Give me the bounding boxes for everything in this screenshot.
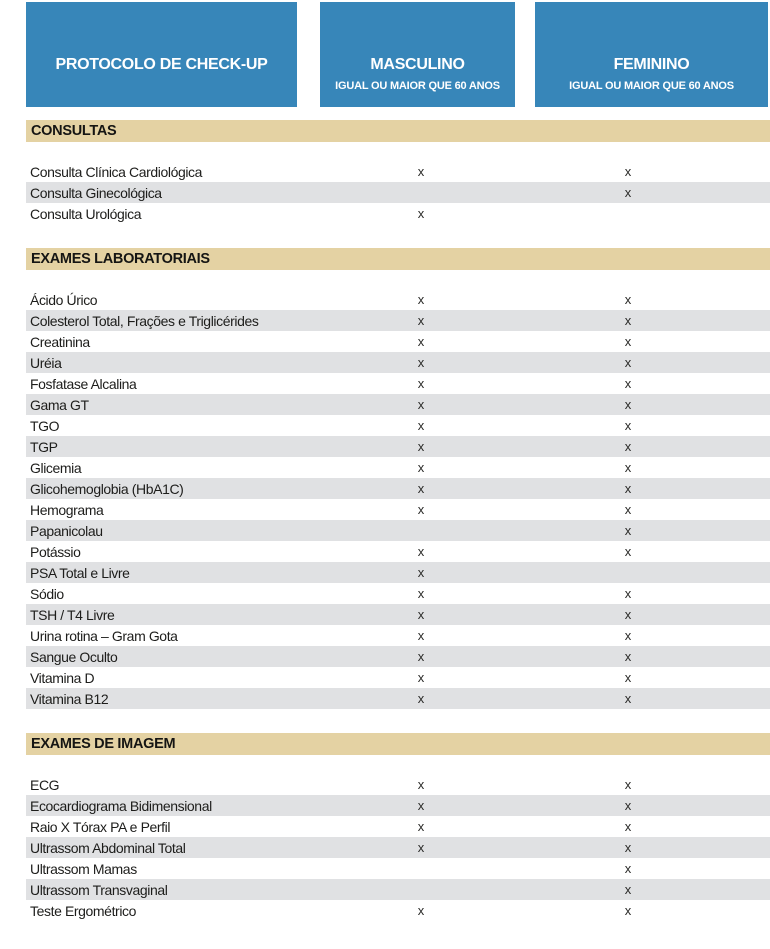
mark-masculino: x <box>417 313 425 328</box>
table-row <box>26 774 770 795</box>
table-row <box>26 688 770 709</box>
mark-feminino: x <box>624 903 632 918</box>
mark-masculino: x <box>417 586 425 601</box>
row-label: Potássio <box>30 543 81 560</box>
table-row <box>26 604 770 625</box>
row-label: Consulta Clínica Cardiológica <box>30 163 203 180</box>
mark-masculino: x <box>417 798 425 813</box>
mark-masculino: x <box>417 565 425 580</box>
mark-masculino: x <box>417 334 425 349</box>
row-label: TSH / T4 Livre <box>30 606 115 623</box>
table-row <box>26 858 770 879</box>
section-exames-de-imagem <box>26 733 770 921</box>
mark-masculino: x <box>417 376 425 391</box>
row-label: Vitamina B12 <box>30 690 109 707</box>
mark-feminino: x <box>624 523 632 538</box>
row-label: Glicohemoglobia (HbA1C) <box>30 480 184 497</box>
mark-feminino: x <box>624 819 632 834</box>
row-label: Teste Ergométrico <box>30 902 137 919</box>
mark-masculino: x <box>417 607 425 622</box>
mark-feminino: x <box>624 185 632 200</box>
table-row <box>26 457 770 478</box>
row-label: Consulta Ginecológica <box>30 184 162 201</box>
mark-feminino: x <box>624 607 632 622</box>
row-label: Ecocardiograma Bidimensional <box>30 797 212 814</box>
row-label: Urina rotina – Gram Gota <box>30 627 178 644</box>
mark-feminino: x <box>624 544 632 559</box>
section-header-bar <box>26 248 770 270</box>
mark-masculino: x <box>417 903 425 918</box>
table-row <box>26 816 770 837</box>
mark-masculino: x <box>417 691 425 706</box>
row-label: Ultrassom Mamas <box>30 860 137 877</box>
section-title: EXAMES LABORATORIAIS <box>31 251 210 267</box>
mark-feminino: x <box>624 376 632 391</box>
table-row <box>26 625 770 646</box>
table-row <box>26 415 770 436</box>
row-label: Consulta Urológica <box>30 205 142 222</box>
table-row <box>26 520 770 541</box>
mark-masculino: x <box>417 819 425 834</box>
row-label: TGO <box>30 417 60 434</box>
section-title: CONSULTAS <box>31 123 117 139</box>
row-label: Ultrassom Transvaginal <box>30 881 168 898</box>
row-label: Ácido Úrico <box>30 291 98 308</box>
section-consultas <box>26 120 770 224</box>
mark-masculino: x <box>417 439 425 454</box>
mark-feminino: x <box>624 777 632 792</box>
row-label: Ultrassom Abdominal Total <box>30 839 186 856</box>
mark-masculino: x <box>417 164 425 179</box>
table-row <box>26 478 770 499</box>
table-row <box>26 583 770 604</box>
header-subtitle-feminino: IGUAL OU MAIOR QUE 60 ANOS <box>569 80 734 92</box>
section-rows <box>26 161 770 224</box>
table-row <box>26 646 770 667</box>
row-label: Sangue Oculto <box>30 648 118 665</box>
table-row <box>26 879 770 900</box>
table-row <box>26 310 770 331</box>
mark-masculino: x <box>417 481 425 496</box>
header-title-protocolo: PROTOCOLO DE CHECK-UP <box>55 56 268 73</box>
mark-masculino: x <box>417 397 425 412</box>
mark-feminino: x <box>624 502 632 517</box>
table-row <box>26 352 770 373</box>
row-label: TGP <box>30 438 58 455</box>
section-exames-laboratoriais <box>26 248 770 709</box>
mark-feminino: x <box>624 397 632 412</box>
table-row <box>26 436 770 457</box>
table-row <box>26 837 770 858</box>
row-label: Sódio <box>30 585 64 602</box>
mark-feminino: x <box>624 882 632 897</box>
table-row <box>26 331 770 352</box>
section-title: EXAMES DE IMAGEM <box>31 736 176 752</box>
table-row <box>26 373 770 394</box>
section-header-bar <box>26 733 770 755</box>
mark-feminino: x <box>624 691 632 706</box>
section-rows <box>26 774 770 921</box>
row-label: ECG <box>30 776 60 793</box>
table-row <box>26 289 770 310</box>
mark-masculino: x <box>417 670 425 685</box>
table-row <box>26 203 770 224</box>
mark-masculino: x <box>417 777 425 792</box>
table-row <box>26 161 770 182</box>
mark-masculino: x <box>417 649 425 664</box>
mark-masculino: x <box>417 502 425 517</box>
section-rows <box>26 289 770 709</box>
mark-masculino: x <box>417 544 425 559</box>
header-col-feminino <box>535 2 768 107</box>
mark-feminino: x <box>624 861 632 876</box>
mark-feminino: x <box>624 292 632 307</box>
row-label: Papanicolau <box>30 522 103 539</box>
row-label: Gama GT <box>30 396 89 413</box>
row-label: Colesterol Total, Frações e Triglicérides <box>30 312 259 329</box>
row-label: PSA Total e Livre <box>30 564 130 581</box>
mark-feminino: x <box>624 798 632 813</box>
mark-masculino: x <box>417 418 425 433</box>
table-row <box>26 499 770 520</box>
mark-feminino: x <box>624 355 632 370</box>
mark-feminino: x <box>624 649 632 664</box>
table-row <box>26 667 770 688</box>
table-row <box>26 394 770 415</box>
header-col-masculino <box>320 2 515 107</box>
header-col-protocolo <box>26 2 297 107</box>
header-title-feminino: FEMININO <box>613 56 690 73</box>
mark-feminino: x <box>624 481 632 496</box>
mark-masculino: x <box>417 840 425 855</box>
mark-masculino: x <box>417 206 425 221</box>
table-row <box>26 182 770 203</box>
mark-masculino: x <box>417 292 425 307</box>
mark-feminino: x <box>624 164 632 179</box>
row-label: Hemograma <box>30 501 104 518</box>
row-label: Vitamina D <box>30 669 95 686</box>
section-header-bar <box>26 120 770 142</box>
mark-masculino: x <box>417 628 425 643</box>
table-row <box>26 562 770 583</box>
mark-feminino: x <box>624 334 632 349</box>
mark-feminino: x <box>624 313 632 328</box>
row-label: Glicemia <box>30 459 82 476</box>
protocol-table <box>26 120 770 921</box>
mark-feminino: x <box>624 460 632 475</box>
header-title-masculino: MASCULINO <box>370 56 465 73</box>
checkup-protocol-page <box>0 2 770 949</box>
mark-feminino: x <box>624 439 632 454</box>
mark-feminino: x <box>624 586 632 601</box>
table-row <box>26 795 770 816</box>
mark-masculino: x <box>417 460 425 475</box>
header-subtitle-masculino: IGUAL OU MAIOR QUE 60 ANOS <box>335 80 500 92</box>
mark-feminino: x <box>624 840 632 855</box>
table-header <box>26 2 770 107</box>
mark-masculino: x <box>417 355 425 370</box>
row-label: Uréia <box>30 354 62 371</box>
row-label: Creatinina <box>30 333 90 350</box>
table-row <box>26 541 770 562</box>
mark-feminino: x <box>624 628 632 643</box>
mark-feminino: x <box>624 670 632 685</box>
table-row <box>26 900 770 921</box>
row-label: Raio X Tórax PA e Perfil <box>30 818 171 835</box>
mark-feminino: x <box>624 418 632 433</box>
row-label: Fosfatase Alcalina <box>30 375 137 392</box>
